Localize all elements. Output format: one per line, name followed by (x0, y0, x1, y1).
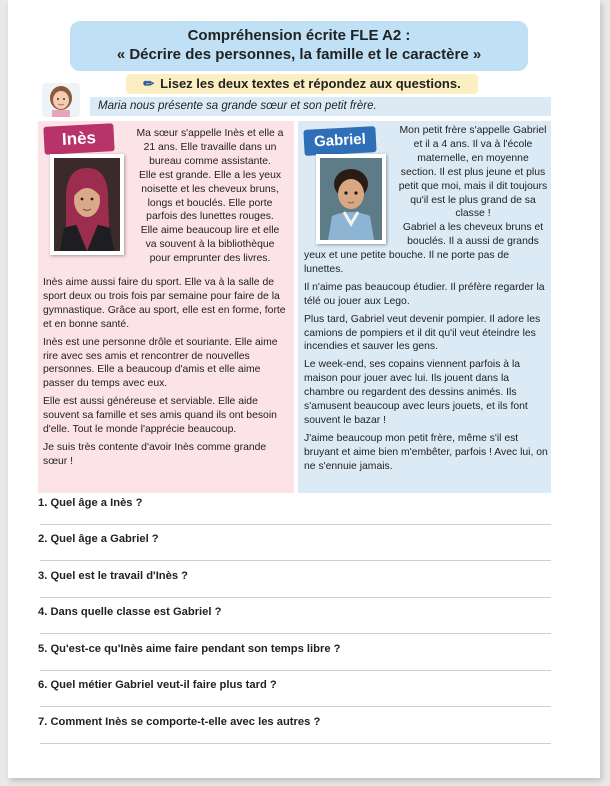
question-text: 5. Qu'est-ce qu'Inès aime faire pendant son temps libre ? (38, 643, 341, 655)
gabriel-paragraph: yeux et une petite bouche. Il ne porte pas de lunettes. (304, 250, 510, 275)
ines-paragraph: Inès est une personne drôle et souriante. Elle aime rire avec ses amis et rencontrer de nouvelles personnes. Elle a beaucoup d'amis et elle aime passer du temps avec eux. (43, 336, 278, 390)
ines-line: va souvent à la bibliothèque (145, 239, 275, 251)
gabriel-paragraphs (304, 249, 548, 478)
question-7 (38, 716, 551, 728)
ines-column (38, 121, 294, 493)
question-text: 4. Dans quelle classe est Gabriel ? (38, 606, 222, 618)
gabriel-line: petit que moi, mais il dit toujours (398, 180, 548, 192)
answer-line[interactable] (40, 560, 551, 561)
gabriel-line: bouclés. Il a aussi de grands (407, 236, 539, 248)
intro-text: Maria nous présente sa grande sœur et son petit frère. (90, 97, 551, 116)
instruction-banner (126, 74, 478, 94)
ines-text-beside-photo (129, 127, 291, 266)
question-3 (38, 570, 551, 582)
question-text: 7. Comment Inès se comporte-t-elle avec les autres ? (38, 716, 321, 728)
ines-paragraph: Inès aime aussi faire du sport. Elle va à la salle de sport deux ou trois fois par semaine pour faire de la gymnastique. Grâce au sport, elle est en forme, forte et en bonne santé. (43, 277, 286, 330)
gabriel-line: maternelle, en moyenne (417, 152, 529, 164)
question-text: 2. Quel âge a Gabriel ? (38, 533, 159, 545)
ines-photo (50, 154, 124, 255)
gabriel-paragraph: Plus tard, Gabriel veut devenir pompier. Il adore les camions de pompiers et il dit qu'il veut éteindre les incendies et sauver les gens. (304, 313, 541, 353)
ines-line: Elle est grande. Elle a les yeux (138, 169, 282, 181)
pencil-icon: ✏ (143, 76, 155, 91)
gabriel-line: qu'il est le plus grand de sa (410, 194, 536, 206)
gabriel-line: Mon petit frère s'appelle Gabriel (399, 125, 547, 136)
answer-line[interactable] (40, 633, 551, 634)
gabriel-paragraph: J'aime beaucoup mon petit frère, même s'il est bruyant et aime bien m'embêter, parfois ! Avec lui, on ne s'ennuie jamais. (304, 432, 548, 472)
gabriel-line: et il a 4 ans. Il va à l'école (413, 138, 533, 150)
question-5 (38, 643, 551, 655)
ines-paragraph: Elle est aussi généreuse et serviable. Elle aide souvent sa famille et ses amis quand ils ont besoin d'elle. Tout le monde l'apprécie beaucoup. (43, 396, 277, 436)
gabriel-name-tag: Gabriel (303, 126, 376, 156)
question-1 (38, 497, 551, 509)
ines-line: Ma sœur s'appelle Inès et elle a (136, 128, 284, 139)
gabriel-column (298, 121, 551, 493)
title-banner (70, 21, 528, 71)
gabriel-photo (316, 154, 386, 244)
ines-line: noisette et les cheveux bruns, (141, 183, 279, 195)
question-text: 6. Quel métier Gabriel veut-il faire plus tard ? (38, 679, 277, 691)
gabriel-line: classe ! (455, 208, 491, 220)
question-text: 3. Quel est le travail d'Inès ? (38, 570, 189, 582)
ines-paragraphs (43, 276, 289, 473)
question-text: 1. Quel âge a Inès ? (38, 497, 143, 509)
ines-line: longs et bouclés. Elle porte (147, 197, 273, 209)
title-line-2: « Décrire des personnes, la famille et le caractère » (116, 46, 482, 63)
gabriel-line: Gabriel a les cheveux bruns et (402, 222, 544, 234)
gabriel-text-beside-photo (398, 124, 548, 249)
title-line-1: Compréhension écrite FLE A2 : (187, 27, 411, 44)
instruction-text: Lisez les deux textes et répondez aux questions. (160, 76, 461, 91)
ines-line: 21 ans. Elle travaille dans un (143, 141, 277, 153)
gabriel-paragraph: Il n'aime pas beaucoup étudier. Il préfère regarder la télé ou jouer aux Lego. (304, 281, 545, 307)
maria-avatar (42, 83, 80, 117)
ines-line: bureau comme assistante. (149, 155, 271, 167)
ines-paragraph: Je suis très contente d'avoir Inès comme grande sœur ! (43, 441, 267, 467)
ines-line: pour emprunter des livres. (149, 253, 271, 265)
worksheet-page (8, 0, 600, 778)
ines-line: parfois des lunettes rouges. (146, 211, 274, 223)
question-6 (38, 679, 551, 691)
gabriel-line: section. Il est plus jeune et plus (400, 166, 546, 178)
gabriel-paragraph: Le week-end, ses copains viennent parfois à la maison pour jouer avec lui. Ils jouent dans la chambre ou regardent des dessins animés. Ils s'amusent beaucoup avec leurs jouets, et ils font souvent le bazar ! (304, 359, 528, 426)
answer-line[interactable] (40, 743, 551, 744)
ines-name-tag: Inès (43, 123, 114, 155)
question-2 (38, 533, 551, 545)
answer-line[interactable] (40, 597, 551, 598)
question-4 (38, 606, 551, 618)
answer-line[interactable] (40, 670, 551, 671)
ines-line: Elle aime beaucoup lire et elle (140, 225, 280, 237)
answer-line[interactable] (40, 524, 551, 525)
answer-line[interactable] (40, 706, 551, 707)
